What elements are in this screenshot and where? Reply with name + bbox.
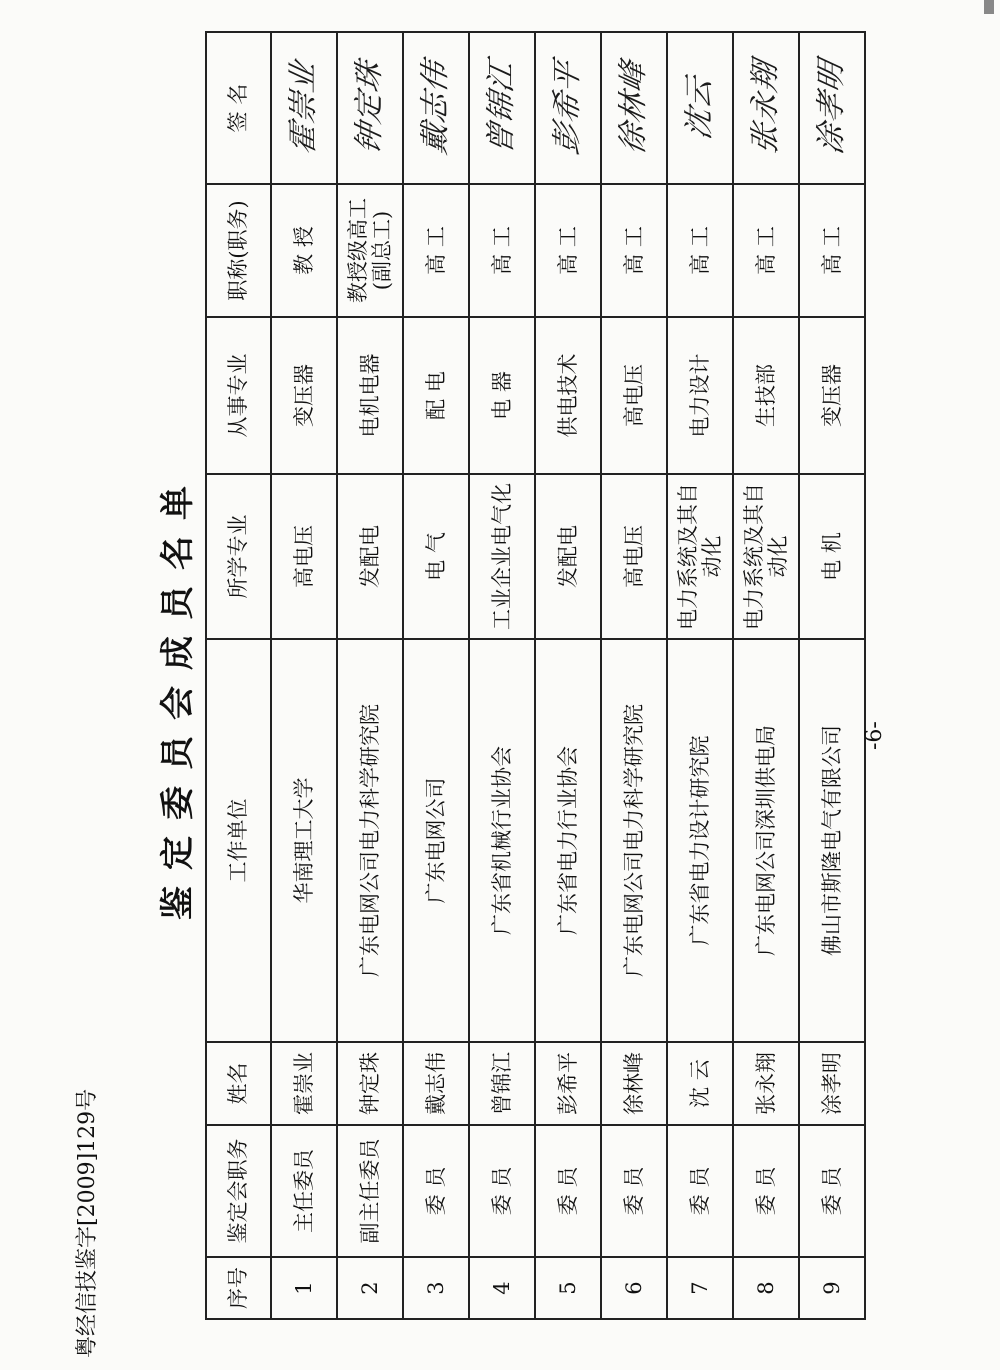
row-signature — [535, 32, 601, 184]
row-role: 委 员 — [403, 1125, 469, 1257]
row-major: 发配电 — [337, 474, 403, 639]
row-org: 广东省电力行业协会 — [535, 639, 601, 1042]
row-title: 高 工 — [799, 184, 865, 317]
row-org: 华南理工大学 — [271, 639, 337, 1042]
table-row — [667, 32, 733, 1319]
row-signature — [733, 32, 799, 184]
row-role: 委 员 — [799, 1125, 865, 1257]
row-field: 电机电器 — [337, 317, 403, 474]
row-major: 电力系统及其自动化 — [733, 474, 799, 639]
row-signature — [799, 32, 865, 184]
row-field: 配 电 — [403, 317, 469, 474]
row-major: 发配电 — [535, 474, 601, 639]
header-field: 从事专业 — [206, 317, 271, 474]
handwritten-signature: 曾锦江 — [483, 57, 519, 159]
header-role: 鉴定会职务 — [206, 1125, 271, 1257]
page-number: -6- — [862, 721, 887, 750]
row-title: 高 工 — [535, 184, 601, 317]
row-field: 变压器 — [271, 317, 337, 474]
row-title: 高 工 — [601, 184, 667, 317]
row-org: 广东电网公司电力科学研究院 — [337, 639, 403, 1042]
row-name: 沈 云 — [667, 1042, 733, 1125]
row-signature — [667, 32, 733, 184]
row-name: 彭希平 — [535, 1042, 601, 1125]
handwritten-signature: 涂孝明 — [813, 57, 849, 159]
row-field: 电力设计 — [667, 317, 733, 474]
row-major: 高电压 — [271, 474, 337, 639]
row-org: 广东电网公司电力科学研究院 — [601, 639, 667, 1042]
handwritten-signature: 张永翔 — [747, 57, 783, 159]
row-title: 教 授 — [271, 184, 337, 317]
row-org: 广东省机械行业协会 — [469, 639, 535, 1042]
row-no: 2 — [337, 1257, 403, 1319]
handwritten-signature: 霍崇业 — [285, 57, 321, 159]
row-org: 广东电网公司 — [403, 639, 469, 1042]
row-signature — [601, 32, 667, 184]
header-no: 序号 — [206, 1257, 271, 1319]
page-title: 鉴定委员会成员名单 — [158, 470, 198, 920]
row-title: 高 工 — [469, 184, 535, 317]
table-row — [535, 32, 601, 1319]
row-field: 供电技术 — [535, 317, 601, 474]
row-name: 徐林峰 — [601, 1042, 667, 1125]
row-org: 广东电网公司深圳供电局 — [733, 639, 799, 1042]
table-row — [469, 32, 535, 1319]
table-row — [733, 32, 799, 1319]
row-signature — [403, 32, 469, 184]
handwritten-signature: 沈云 — [681, 73, 717, 143]
row-name: 涂孝明 — [799, 1042, 865, 1125]
header-major: 所学专业 — [206, 474, 271, 639]
header-title: 职称(职务) — [206, 184, 271, 317]
row-major: 电 机 — [799, 474, 865, 639]
table-row — [601, 32, 667, 1319]
row-org: 佛山市斯隆电气有限公司 — [799, 639, 865, 1042]
row-no: 5 — [535, 1257, 601, 1319]
handwritten-signature: 徐林峰 — [615, 57, 651, 159]
row-field: 高电压 — [601, 317, 667, 474]
row-role: 委 员 — [667, 1125, 733, 1257]
row-major: 高电压 — [601, 474, 667, 639]
row-no: 1 — [271, 1257, 337, 1319]
row-no: 8 — [733, 1257, 799, 1319]
row-role: 主任委员 — [271, 1125, 337, 1257]
table-header-row — [206, 32, 271, 1319]
row-name: 戴志伟 — [403, 1042, 469, 1125]
row-signature — [337, 32, 403, 184]
document-number: 粤经信技鉴字[2009]129号 — [75, 1088, 100, 1358]
header-name: 姓名 — [206, 1042, 271, 1125]
table-row — [337, 32, 403, 1319]
row-signature — [271, 32, 337, 184]
header-org: 工作单位 — [206, 639, 271, 1042]
committee-roster-table — [205, 31, 866, 1320]
handwritten-signature: 彭希平 — [549, 57, 585, 159]
row-role: 委 员 — [535, 1125, 601, 1257]
table-row — [799, 32, 865, 1319]
row-title: 高 工 — [667, 184, 733, 317]
row-role: 委 员 — [469, 1125, 535, 1257]
row-name: 霍崇业 — [271, 1042, 337, 1125]
row-name: 钟定珠 — [337, 1042, 403, 1125]
row-field: 电 器 — [469, 317, 535, 474]
row-field: 生技部 — [733, 317, 799, 474]
row-name: 曾锦江 — [469, 1042, 535, 1125]
row-major: 电力系统及其自动化 — [667, 474, 733, 639]
row-title: 高 工 — [403, 184, 469, 317]
row-field: 变压器 — [799, 317, 865, 474]
row-role: 副主任委员 — [337, 1125, 403, 1257]
row-role: 委 员 — [733, 1125, 799, 1257]
row-role: 委 员 — [601, 1125, 667, 1257]
handwritten-signature: 钟定珠 — [351, 57, 387, 159]
table-row — [403, 32, 469, 1319]
row-no: 9 — [799, 1257, 865, 1319]
row-no: 4 — [469, 1257, 535, 1319]
row-no: 6 — [601, 1257, 667, 1319]
row-no: 3 — [403, 1257, 469, 1319]
row-signature — [469, 32, 535, 184]
row-title: 高 工 — [733, 184, 799, 317]
row-name: 张永翔 — [733, 1042, 799, 1125]
row-no: 7 — [667, 1257, 733, 1319]
table-row — [271, 32, 337, 1319]
header-signature: 签 名 — [206, 32, 271, 184]
row-title: 教授级高工(副总工) — [337, 184, 403, 317]
row-org: 广东省电力设计研究院 — [667, 639, 733, 1042]
row-major: 工业企业电气化 — [469, 474, 535, 639]
row-major: 电 气 — [403, 474, 469, 639]
handwritten-signature: 戴志伟 — [417, 57, 453, 159]
